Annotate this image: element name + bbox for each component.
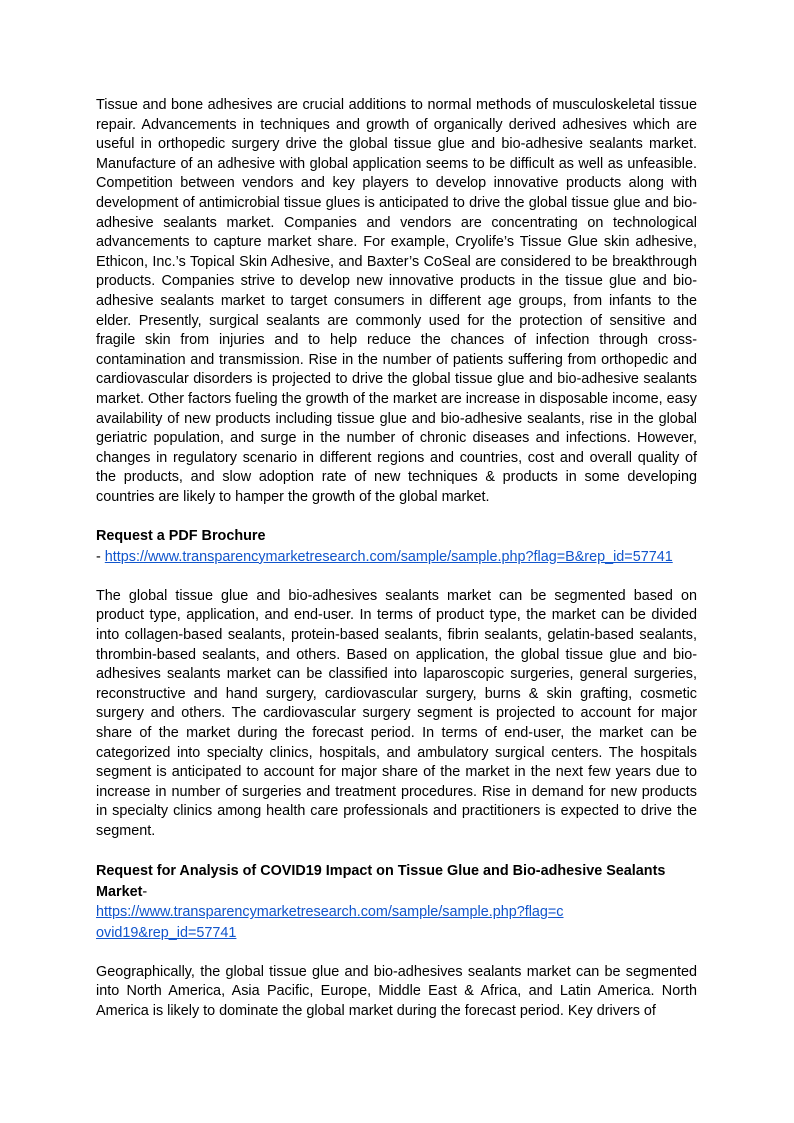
- brochure-link[interactable]: https://www.transparencymarketresearch.com/sample/sample.php?flag=B&rep_id=57741: [104, 548, 673, 565]
- paragraph-spacer: [96, 567, 697, 587]
- covid-link[interactable]: https://www.transparencymarketresearch.com/sample/sample.php?flag=covid19&rep_id=57741: [96, 904, 564, 941]
- covid-heading: Request for Analysis of COVID19 Impact on Tissue Glue and Bio-adhesive Sealants Market: [96, 863, 666, 900]
- brochure-link-line: [96, 547, 697, 568]
- covid-heading-suffix: -: [142, 883, 148, 900]
- paragraph-market-drivers: Tissue and bone adhesives are crucial additions to normal methods of musculoskeletal tissue repair. Advancements in techniques and growth of organically derived adhesives which are useful in orthopedic surgery drive the global tissue glue and bio-adhesive sealants market. Manufacture of an adhesive with global application seems to be difficult as well as unfeasible. Competition between vendors and key players to develop innovative products along with development of antimicrobial tissue glues is anticipated to drive the global tissue glue and bio-adhesive sealants market. Companies and vendors are concentrating on technological advancements to capture market share. For example, Cryolife’s Tissue Glue skin adhesive, Ethicon, Inc.’s Topical Skin Adhesive, and Baxter’s CoSeal are considered to be breakthrough products. Companies strive to develop new innovative products in the tissue glue and bio-adhesive sealants market to target consumers in different age groups, from infants to the elder. Presently, surgical sealants are commonly used for the protection of sensitive and fragile skin from injuries and to help reduce the chances of infection through cross-contamination and transmission. Rise in the number of patients suffering from orthopedic and cardiovascular disorders is projected to drive the global tissue glue and bio-adhesive sealants market. Other factors fueling the growth of the market are increase in disposable income, easy availability of new products including tissue glue and bio-adhesive sealants, rise in the global geriatric population, and surge in the number of chronic diseases and infections. However, changes in regulatory scenario in different regions and countries, cost and overall quality of the products, and slow adoption rate of new techniques & products in some developing countries are likely to hamper the growth of the global market.: [96, 97, 697, 505]
- paragraph-spacer: [96, 507, 697, 527]
- paragraph-spacer: [96, 943, 697, 963]
- paragraph-geography: Geographically, the global tissue glue and bio-adhesives sealants market can be segmented into North America, Asia Pacific, Europe, Middle East & Africa, and Latin America. North America is likely to dominate the global market during the forecast period. Key drivers of: [96, 963, 697, 1019]
- brochure-link-prefix: -: [96, 548, 105, 565]
- brochure-heading: Request a PDF Brochure: [96, 528, 266, 545]
- covid-request-line: [96, 861, 697, 943]
- document-page: [96, 96, 697, 1021]
- paragraph-segmentation: The global tissue glue and bio-adhesives sealants market can be segmented based on product type, application, and end-user. In terms of product type, the market can be divided into collagen-based sealants, protein-based sealants, fibrin sealants, gelatin-based sealants, thrombin-based sealants, and others. Based on application, the global tissue glue and bio-adhesives sealants market can be classified into laparoscopic surgeries, general surgeries, reconstructive and hand surgery, cardiovascular surgery, burns & skin grafting, cosmetic surgery and others. The cardiovascular surgery segment is projected to account for major share of the market during the forecast period. In terms of end-user, the market can be categorized into specialty clinics, hospitals, and ambulatory surgical centers. The hospitals segment is anticipated to account for major share of the market in the next few years due to increase in number of surgeries and treatment procedures. Rise in demand for new products in specialty clinics among health care professionals and practitioners is expected to drive the segment.: [96, 587, 697, 839]
- paragraph-spacer: [96, 841, 697, 861]
